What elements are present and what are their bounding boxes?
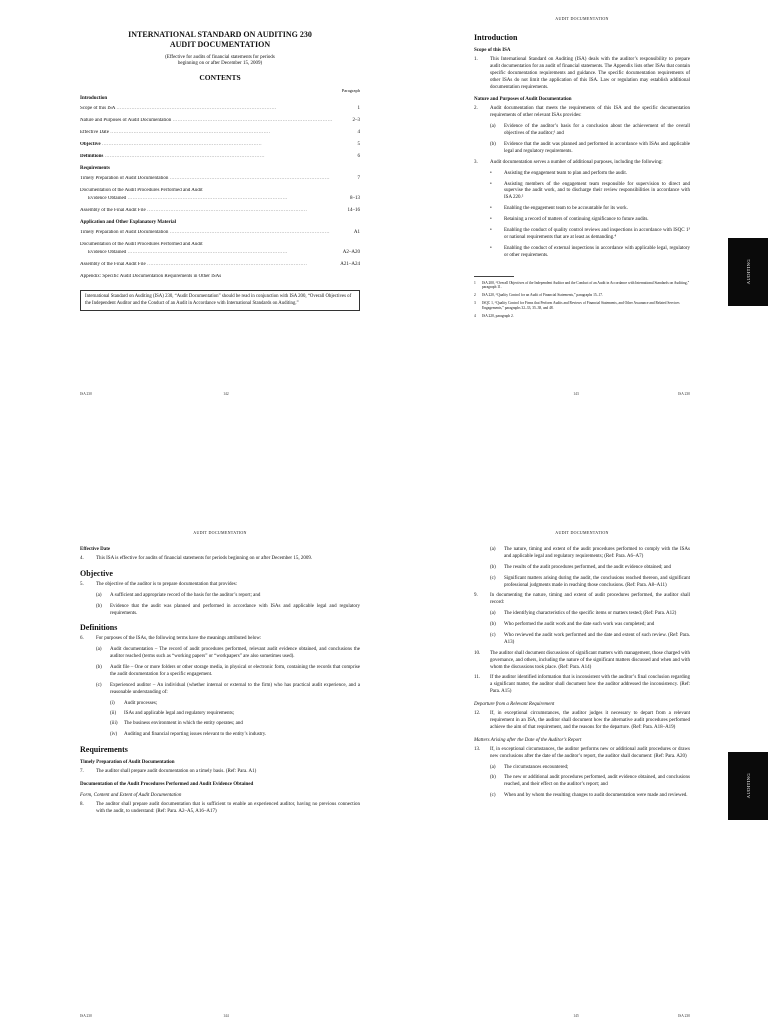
heading-effective-date: Effective Date [80, 547, 111, 552]
bullet-item: • Retaining a record of matters of continuing significance to future audits. [490, 217, 649, 223]
footer-page-number: 144 [223, 1014, 229, 1018]
heading-introduction: Introduction [474, 33, 518, 42]
paragraph-11: 11. If the auditor identified information that is inconsistent with the auditor’s final conclusion regarding a significant matter, the auditor shall document how the auditor addressed the inconsistency. (Ref: Para. A15) [474, 675, 690, 695]
toc-entry[interactable]: Nature and Purposes of Audit Documentation …………………………………………………………………………………… 2–3 [80, 117, 360, 123]
paragraph-5: 5. The objective of the auditor is to prepare documentation that provides: [80, 581, 238, 587]
auditing-thumb-tab: AUDITING [728, 752, 768, 820]
paragraph-12: 12. If, in exceptional circumstances, the auditor judges it necessary to depart from a relevant requirement in an ISA, the auditor shall document how the alternative audit procedures performed achieve the aim of that requirement, and the reasons for the departure. (Ref: Para. A18–A19) [474, 711, 690, 730]
effective-line-2: beginning on or after December 15, 2009) [177, 61, 263, 67]
footer-isa: ISA 230 [80, 392, 92, 396]
footer-isa: ISA 230 [678, 392, 690, 396]
paragraph-6c-iii: (iii) The business environment in which the entity operates; and [110, 721, 243, 727]
footnote: 4 ISA 220, paragraph 2. [474, 313, 514, 318]
paragraph-6c: (c) Experienced auditor – An individual (whether internal or external to the firm) who has practical audit experience, and a reasonable understanding of: [96, 682, 360, 695]
footnote-rule [474, 276, 514, 277]
heading-nature-purposes: Nature and Purposes of Audit Documentation [474, 97, 572, 103]
bullet-item: • Enabling the engagement team to be accountable for its work. [490, 206, 628, 212]
running-header: AUDIT DOCUMENTATION [555, 530, 609, 535]
read-in-conjunction-box: International Standard on Auditing (ISA) 230, “Audit Documentation” should be read in conjunction with ISA 200, “Overall Objectives of the Independent Auditor and the Conduct of an Audit in Accordance with International Standards on Auditing.” [80, 290, 360, 311]
toc-section-application: Application and Other Explanatory Material [80, 220, 177, 226]
toc-section-introduction: Introduction [80, 95, 108, 101]
heading-requirements: Requirements [80, 744, 128, 754]
contents-heading: CONTENTS [199, 72, 241, 82]
paragraph-2b: (b) Evidence that the audit was planned and performed in accordance with ISAs and applicable legal and regulatory requirements. [490, 142, 690, 154]
paragraph-7: 7. The auditor shall prepare audit documentation on a timely basis. (Ref: Para. A1) [80, 768, 257, 774]
page-footer [80, 392, 360, 396]
heading-documentation-procedures: Documentation of the Audit Procedures Performed and Audit Evidence Obtained [80, 781, 254, 787]
paragraph-10: 10. The auditor shall document discussions of significant matters with management, those charged with governance, and others, including the nature of the significant matters discussed and when and with whom the discussions took place. (Ref: Para. A14) [474, 650, 690, 670]
bullet-item: • Assisting the engagement team to plan and perform the audit. [490, 170, 628, 176]
page-footer [474, 392, 690, 396]
toc-entry[interactable]: Evidence Obtained …………………………………………………………………………………… A2–A20 [88, 249, 360, 255]
paragraph-2: 2. Audit documentation that meets the requirements of this ISA and the specific documentation requirements of other relevant ISAs provides: [474, 106, 690, 119]
heading-scope: Scope of this ISA [474, 48, 511, 53]
paragraph-column-label: Paragraph [341, 87, 360, 93]
footnote: 1 ISA 200, “Overall Objectives of the Independent Auditor and the Conduct of an Audit in Accordance with International Standards on Auditing,” paragraph 11. [474, 280, 690, 290]
toc-entry[interactable]: Effective Date …………………………………………………………………………………… 4 [80, 129, 360, 135]
auditing-thumb-tab: AUDITING [728, 238, 768, 306]
heading-definitions: Definitions [80, 623, 118, 633]
page-144 [0, 512, 384, 1024]
paragraph-2a: (a) Evidence of the auditor’s basis for a conclusion about the achievement of the overall objectives of the auditor;¹ and [490, 124, 690, 137]
paragraph-5b: (b) Evidence that the audit was planned and performed in accordance with ISAs and applicable legal and regulatory requirements. [96, 603, 360, 616]
paragraph-6a: (a) Audit documentation – The record of audit procedures performed, relevant audit evidence obtained, and conclusions the auditor reached (terms such as “working papers” or “workpapers” are also sometimes used). [96, 647, 360, 660]
toc-section-requirements: Requirements [80, 166, 110, 172]
toc-entry[interactable]: Objective …………………………………………………………………………………… 5 [80, 142, 360, 148]
paragraph-6c-ii: (ii) ISAs and applicable legal and regulatory requirements; [110, 711, 235, 717]
toc-entry[interactable]: Assembly of the Final Audit File …………………………………………………………………………………… 14–16 [80, 207, 360, 213]
toc-entry[interactable]: Assembly of the Final Audit File …………………………………………………………………………………… A21–A24 [80, 261, 360, 267]
page-143 [384, 0, 768, 512]
paragraph-13c: (c) When and by whom the resulting changes to audit documentation were made and reviewed. [490, 793, 688, 799]
paragraph-8a: (a) The nature, timing and extent of the audit procedures performed to comply with the ISAs and applicable legal and regulatory requirements; (Ref: Para. A6–A7) [490, 547, 690, 559]
bullet-item: • Enabling the conduct of external inspections in accordance with applicable legal, regulatory or other requirements. [490, 245, 690, 258]
page-145 [384, 512, 768, 1024]
toc-entry[interactable]: Timely Preparation of Audit Documentation …………………………………………………………………………………… A1 [80, 230, 360, 236]
heading-matters-after-report: Matters Arising after the Date of the Auditor’s Report [474, 737, 582, 743]
page-footer [474, 1014, 690, 1018]
toc-entry[interactable]: Documentation of the Audit Procedures Performed and Audit [80, 242, 203, 248]
paragraph-1: 1. This International Standard on Auditing (ISA) deals with the auditor’s responsibility to prepare audit documentation for an audit of financial statements. The Appendix lists other ISAs that contain specific documentation requirements and guidance. The specific documentation requirements of other ISAs do not limit the application of this ISA. Law or regulation may establish additional documentation requirements. [474, 57, 690, 90]
toc-entry[interactable]: Evidence Obtained …………………………………………………………………………………… 8–13 [88, 195, 360, 201]
footer-isa: ISA 230 [678, 1014, 690, 1018]
footnote: 2 ISA 220, “Quality Control for an Audit of Financial Statements,” paragraphs 15–17. [474, 293, 603, 298]
paragraph-8c: (c) Significant matters arising during the audit, the conclusions reached thereon, and significant professional judgments made in reaching those conclusions. (Ref: Para. A8–A11) [490, 575, 690, 588]
paragraph-9a: (a) The identifying characteristics of the specific items or matters tested; (Ref: Para. A12) [490, 611, 677, 617]
page-142 [0, 0, 384, 512]
footer-page-number: 142 [223, 392, 229, 396]
paragraph-9: 9. In documenting the nature, timing and extent of audit procedures performed, the auditor shall record: [474, 593, 690, 606]
toc-entry[interactable]: Scope of this ISA …………………………………………………………………………………… 1 [80, 105, 360, 111]
paragraph-8: 8. The auditor shall prepare audit documentation that is sufficient to enable an experienced auditor, having no previous connection with the audit, to understand: (Ref: Para. A2–A5, A16–A17) [80, 801, 360, 814]
paragraph-6c-i: (i) Audit processes; [110, 700, 158, 706]
bullet-item: • Assisting members of the engagement team responsible for supervision to direct and supervise the audit work, and to discharge their review responsibilities in accordance with ISA 220.² [490, 181, 690, 201]
toc-entry[interactable]: Appendix: Specific Audit Documentation Requirements in Other ISAs [80, 273, 222, 279]
paragraph-6b: (b) Audit file – One or more folders or other storage media, in physical or electronic form, containing the records that comprise the audit documentation for a specific engagement. [96, 665, 360, 678]
heading-timely-preparation: Timely Preparation of Audit Documentation [80, 759, 175, 765]
standard-title: INTERNATIONAL STANDARD ON AUDITING 230 [128, 30, 312, 39]
toc-entry[interactable]: Definitions …………………………………………………………………………………… 6 [80, 154, 360, 160]
paragraph-13a: (a) The circumstances encountered; [490, 764, 569, 770]
paragraph-3: 3. Audit documentation serves a number of additional purposes, including the following: [474, 159, 663, 165]
bullet-item: • Enabling the conduct of quality control reviews and inspections in accordance with ISQC 1³ or national requirements that are at least as demanding.⁴ [490, 228, 690, 240]
paragraph-9b: (b) Who performed the audit work and the date such work was completed; and [490, 622, 655, 628]
footer-isa: ISA 230 [80, 1014, 92, 1018]
paragraph-6c-iv: (iv) Auditing and financial reporting issues relevant to the entity’s industry. [110, 731, 267, 737]
paragraph-5a: (a) A sufficient and appropriate record of the basis for the auditor’s report; and [96, 592, 261, 598]
toc-entry[interactable]: Timely Preparation of Audit Documentation …………………………………………………………………………………… 7 [80, 176, 360, 182]
page-footer [80, 1014, 360, 1018]
footnote: 3 ISQC 1, “Quality Control for Firms that Perform Audits and Reviews of Financial Statements, and Other Assurance and Related Services Engagements,” paragraphs 32–33, 35–38, and 48. [474, 301, 680, 310]
effective-line-1: (Effective for audits of financial statements for periods [165, 54, 275, 60]
paragraph-13: 13. If, in exceptional circumstances, the auditor performs new or additional audit procedures or draws new conclusions after the date of the auditor’s report, the auditor shall document: (Ref: Para. A20) [474, 746, 690, 759]
toc-entry[interactable]: Documentation of the Audit Procedures Performed and Audit [80, 188, 203, 194]
heading-departure: Departure from a Relevant Requirement [474, 702, 555, 708]
paragraph-8b: (b) The results of the audit procedures performed, and the audit evidence obtained; and [490, 564, 672, 570]
footer-page-number: 143 [573, 392, 579, 396]
standard-subtitle: AUDIT DOCUMENTATION [169, 40, 271, 50]
heading-objective: Objective [80, 568, 113, 578]
heading-form-content-extent: Form, Content and Extent of Audit Documentation [80, 792, 182, 798]
footer-page-number: 145 [573, 1014, 579, 1018]
paragraph-13b: (b) The new or additional audit procedures performed, audit evidence obtained, and conclusions reached, and their effect on the auditor’s report; and [490, 775, 690, 788]
paragraph-6: 6. For purposes of the ISAs, the following terms have the meanings attributed below: [80, 636, 262, 642]
paragraph-4: 4. This ISA is effective for audits of financial statements for periods beginning on or after December 15, 2009. [80, 556, 313, 561]
running-header: AUDIT DOCUMENTATION [555, 16, 609, 21]
paragraph-9c: (c) Who reviewed the audit work performed and the date and extent of such review. (Ref: Para. A13) [490, 633, 690, 645]
running-header: AUDIT DOCUMENTATION [193, 530, 247, 535]
